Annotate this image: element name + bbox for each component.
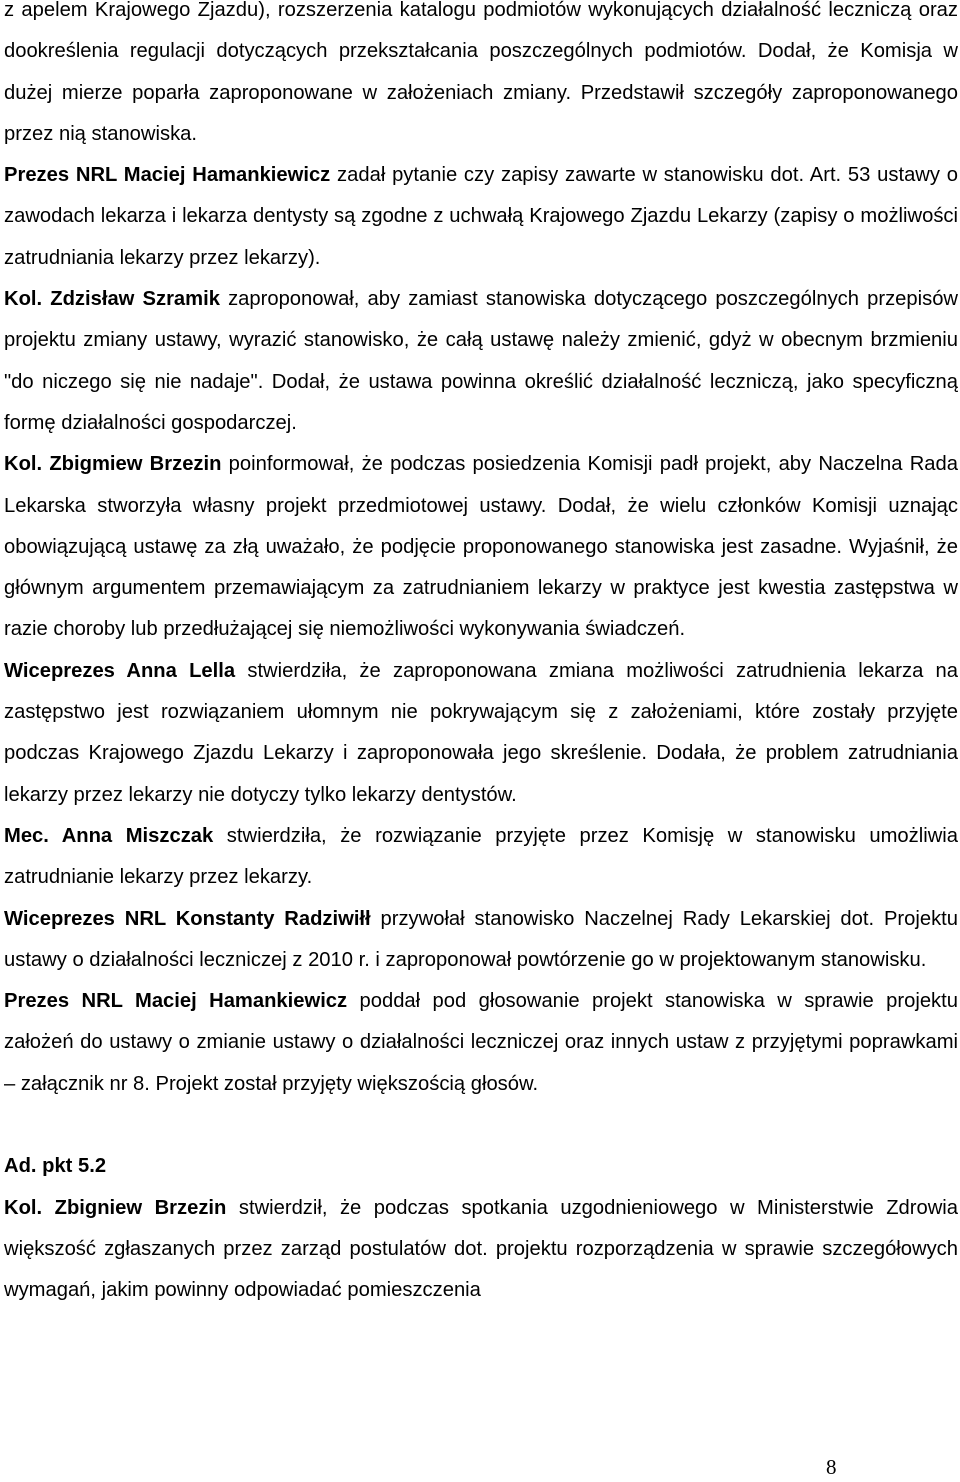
speaker-name: Mec. Anna Miszczak bbox=[4, 824, 214, 847]
document-body bbox=[4, 0, 958, 1312]
page-number: 8 bbox=[826, 1455, 837, 1479]
speaker-name: Prezes NRL Maciej Hamankiewicz bbox=[4, 990, 348, 1013]
paragraph bbox=[4, 651, 958, 816]
paragraph-text: poinformował, że podczas posiedzenia Komisji padł projekt, aby Naczelna Rada Lekarska stworzyła własny projekt przedmiotowej ustawy. Dodał, że wielu członków Komisji uznając obowiązującą ustawę za złą uważało, że podjęcie proponowanego stanowiska jest zasadne. Wyjaśnił, że głównym argumentem przemawiającym za zatrudnianiem lekarzy w praktyce jest kwestia zastępstwa w razie choroby lub przedłużającej się niemożliwości wykonywania świadczeń. bbox=[4, 453, 958, 641]
speaker-name: Wiceprezes NRL Konstanty Radziwiłł bbox=[4, 907, 371, 930]
speaker-name: Wiceprezes Anna Lella bbox=[4, 659, 236, 682]
paragraph-text: zadał pytanie czy zapisy zawarte w stanowisku dot. Art. 53 ustawy o zawodach lekarza i lekarza dentysty są zgodne z uchwałą Krajowego Zjazdu Lekarzy (zapisy o możliwości zatrudniania lekarzy przez lekarzy). bbox=[4, 164, 958, 269]
paragraph-text: stwierdziła, że rozwiązanie przyjęte przez Komisję w stanowisku umożliwia zatrudnianie lekarzy przez lekarzy. bbox=[4, 824, 958, 889]
paragraph bbox=[4, 899, 958, 982]
paragraph bbox=[4, 1188, 958, 1312]
paragraph-text: poddał pod głosowanie projekt stanowiska w sprawie projektu założeń do ustawy o zmianie ustawy o działalności leczniczej oraz innych ustaw z przyjętymi poprawkami – załącznik nr 8. Projekt został przyjęty większością głosów. bbox=[4, 990, 958, 1095]
paragraph-text: zaproponował, aby zamiast stanowiska dotyczącego poszczególnych przepisów projektu zmiany ustawy, wyrazić stanowisko, że całą ustawę należy zmienić, gdyż w obecnym brzmieniu "do niczego się nie nadaje". Dodał, że ustawa powinna określić działalność leczniczą, jako specyficzną formę działalności gospodarczej. bbox=[4, 288, 959, 434]
paragraph bbox=[4, 1146, 958, 1187]
speaker-name: Kol. Zdzisław Szramik bbox=[4, 288, 220, 311]
paragraph bbox=[4, 155, 958, 279]
paragraph bbox=[4, 816, 958, 899]
paragraph-text: z apelem Krajowego Zjazdu), rozszerzenia katalogu podmiotów wykonujących działalność leczniczą oraz dookreślenia regulacji dotyczących przekształcania poszczególnych podmiotów. Dodał, że Komisja w dużej mierze poparła zaproponowane w założeniach zmiany. Przedstawił szczegóły zaproponowanego przez nią stanowiska. bbox=[4, 0, 958, 145]
paragraph-spacer bbox=[4, 1105, 958, 1146]
speaker-name: Ad. pkt 5.2 bbox=[4, 1155, 107, 1178]
paragraph-text: przywołał stanowisko Naczelnej Rady Lekarskiej dot. Projektu ustawy o działalności leczniczej z 2010 r. i zaproponował powtórzenie go w projektowanym stanowisku. bbox=[4, 907, 959, 971]
paragraph-text: stwierdził, że podczas spotkania uzgodnieniowego w Ministerstwie Zdrowia większość zgłaszanych przez zarząd postulatów dot. projektu rozporządzenia w sprawie szczegółowych wymagań, jakim powinny odpowiadać pomieszczenia bbox=[4, 1196, 958, 1302]
paragraph bbox=[4, 279, 958, 444]
speaker-name: Kol. Zbigniew Brzezin bbox=[4, 1196, 227, 1219]
paragraph bbox=[4, 981, 958, 1105]
speaker-name: Prezes NRL Maciej Hamankiewicz bbox=[4, 164, 331, 187]
speaker-name: Kol. Zbigmiew Brzezin bbox=[4, 453, 222, 476]
paragraph bbox=[4, 0, 958, 155]
paragraph-text: stwierdziła, że zaproponowana zmiana możliwości zatrudnienia lekarza na zastępstwo jest rozwiązaniem ułomnym nie pokrywającym się z założeniami, które zostały przyjęte podczas Krajowego Zjazdu Lekarzy i zaproponowała jego skreślenie. Dodała, że problem zatrudniania lekarzy przez lekarzy nie dotyczy tylko lekarzy dentystów. bbox=[4, 659, 959, 806]
paragraph bbox=[4, 444, 958, 650]
